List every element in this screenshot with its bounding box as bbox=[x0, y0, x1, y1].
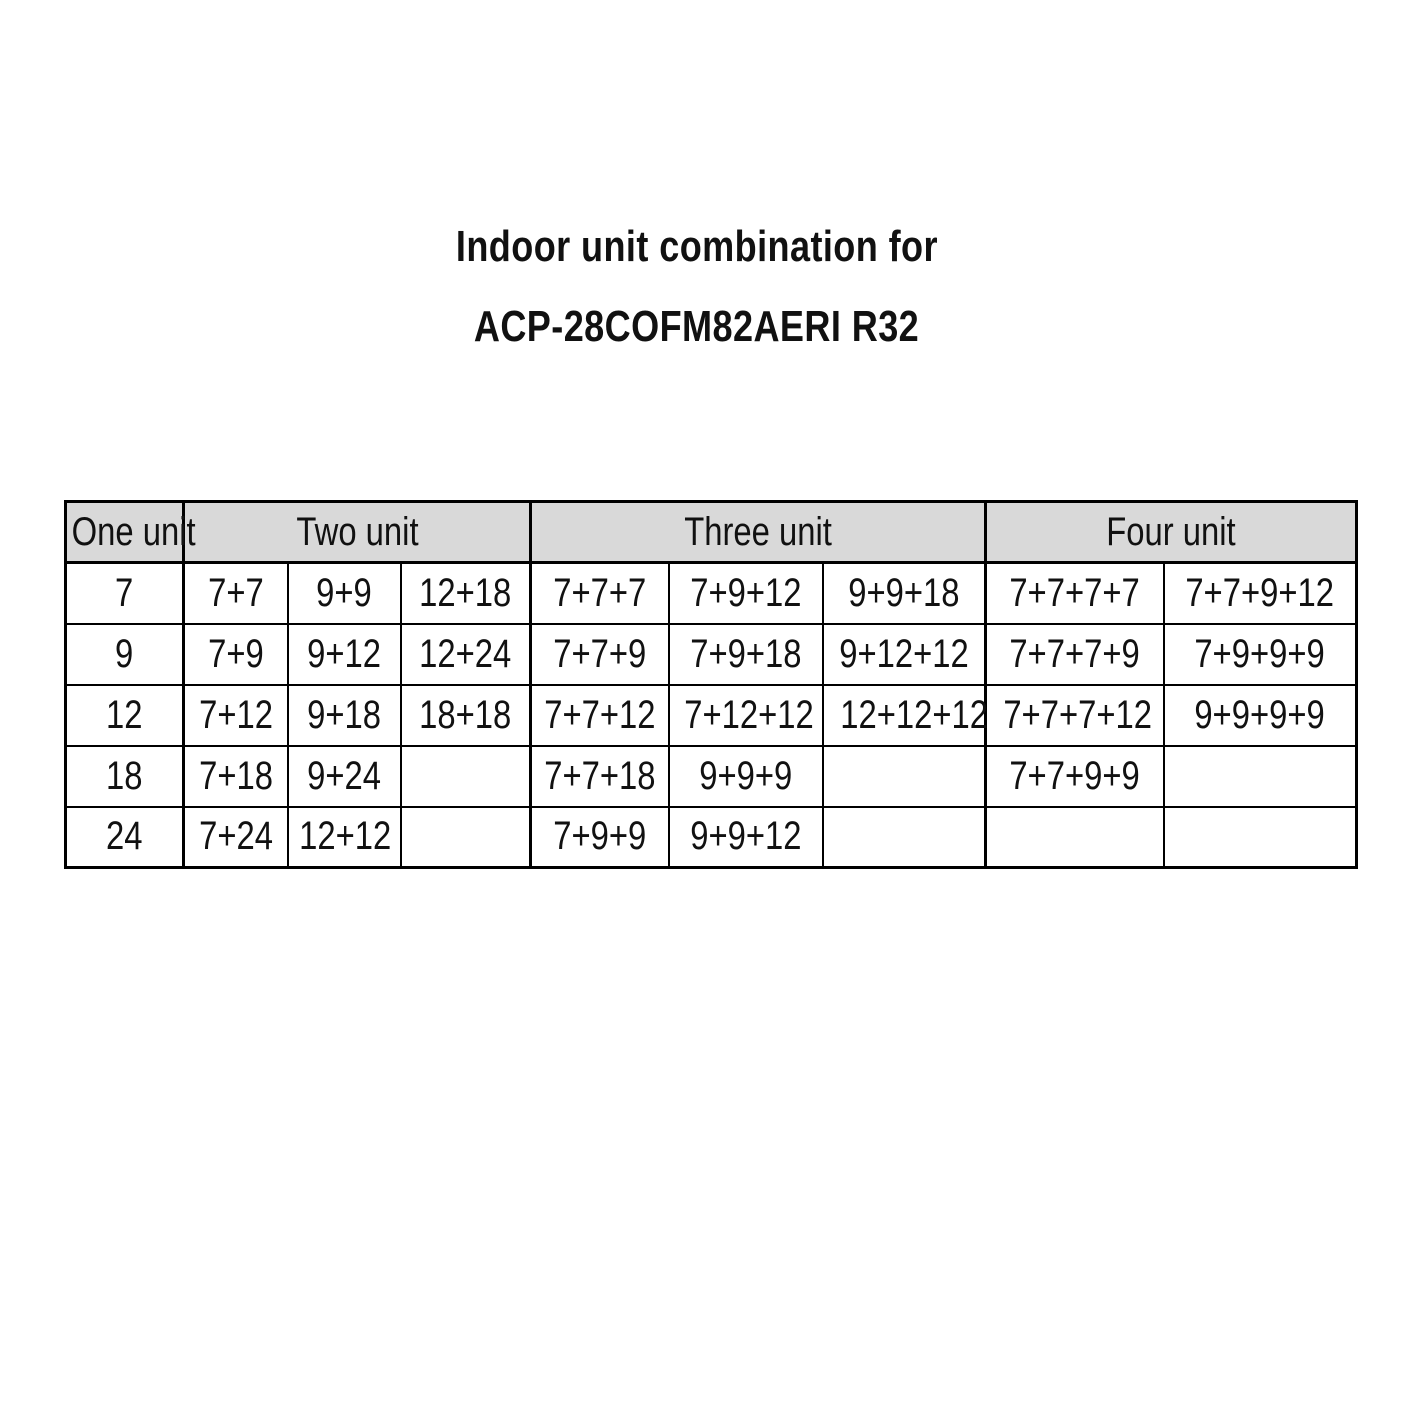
table-cell bbox=[288, 746, 401, 807]
header-text: Three unit bbox=[684, 509, 832, 554]
table-cell bbox=[531, 746, 669, 807]
cell-text: 9+9+18 bbox=[848, 570, 960, 615]
cell-text: 12+18 bbox=[419, 570, 512, 615]
table-cell bbox=[823, 563, 986, 624]
cell-text: 7+7+12 bbox=[544, 692, 656, 737]
cell-text: 7+18 bbox=[198, 753, 273, 798]
table-cell bbox=[531, 563, 669, 624]
table-cell bbox=[1164, 685, 1357, 746]
cell-text: 7+7+7+12 bbox=[1003, 692, 1153, 737]
table-cell bbox=[66, 746, 184, 807]
cell-text: 18+18 bbox=[419, 692, 512, 737]
header-two-unit bbox=[184, 502, 531, 563]
cell-text: 7+9+9 bbox=[553, 814, 647, 859]
cell-text: 7+24 bbox=[198, 814, 273, 859]
table-cell bbox=[184, 563, 288, 624]
table-row bbox=[66, 685, 1357, 746]
cell-text: 7+9+12 bbox=[689, 570, 802, 615]
cell-text: 7+12+12 bbox=[683, 692, 814, 737]
cell-text: 9 bbox=[115, 631, 134, 676]
table-cell bbox=[184, 685, 288, 746]
table-row bbox=[66, 807, 1357, 868]
table-cell bbox=[823, 807, 986, 868]
table-row bbox=[66, 746, 1357, 807]
table-cell bbox=[986, 746, 1164, 807]
table-cell bbox=[669, 563, 823, 624]
table-cell bbox=[1164, 563, 1357, 624]
table-cell bbox=[1164, 746, 1357, 807]
cell-text: 9+9 bbox=[316, 570, 372, 615]
cell-text: 9+24 bbox=[307, 753, 381, 798]
indoor-unit-combination-table bbox=[64, 500, 1358, 869]
table-cell bbox=[669, 624, 823, 685]
cell-text: 7+7+7 bbox=[553, 570, 647, 615]
table-cell bbox=[401, 807, 531, 868]
cell-text: 18 bbox=[106, 753, 143, 798]
table-cell bbox=[669, 746, 823, 807]
cell-text: 7+12 bbox=[198, 692, 273, 737]
cell-text: 12+12+12 bbox=[839, 692, 988, 737]
document-title-line2 bbox=[0, 302, 1393, 352]
cell-text: 9+12 bbox=[307, 631, 381, 676]
cell-text: 7 bbox=[115, 570, 134, 615]
cell-text: 9+9+9 bbox=[698, 753, 793, 798]
table-cell bbox=[531, 685, 669, 746]
table-cell bbox=[986, 624, 1164, 685]
cell-text: 9+9+12 bbox=[689, 814, 802, 859]
table-cell bbox=[669, 807, 823, 868]
table-cell bbox=[184, 807, 288, 868]
header-text: One unit bbox=[71, 509, 196, 554]
cell-text: 9+9+9+9 bbox=[1194, 692, 1325, 737]
table-cell bbox=[669, 685, 823, 746]
cell-text: 7+7+9+12 bbox=[1185, 570, 1335, 615]
table-cell bbox=[401, 624, 531, 685]
cell-text: 12+24 bbox=[419, 631, 512, 676]
cell-text: 7+7+7+7 bbox=[1009, 570, 1140, 615]
table-cell bbox=[986, 807, 1164, 868]
header-text: Four unit bbox=[1106, 509, 1236, 554]
cell-text: 7+7+7+9 bbox=[1009, 631, 1140, 676]
cell-text: 7+7 bbox=[207, 570, 264, 615]
cell-text: 7+7+9 bbox=[553, 631, 647, 676]
cell-text: 7+9+18 bbox=[689, 631, 802, 676]
header-three-unit bbox=[531, 502, 986, 563]
table-cell bbox=[66, 685, 184, 746]
cell-text: 9+18 bbox=[307, 692, 381, 737]
table-cell bbox=[986, 685, 1164, 746]
table-cell bbox=[401, 685, 531, 746]
table-cell bbox=[823, 685, 986, 746]
cell-text: 12+12 bbox=[298, 814, 391, 859]
table-cell bbox=[531, 807, 669, 868]
table-cell bbox=[401, 746, 531, 807]
table-cell bbox=[288, 624, 401, 685]
cell-text: 7+9+9+9 bbox=[1194, 631, 1325, 676]
table-cell bbox=[66, 563, 184, 624]
table-cell bbox=[66, 624, 184, 685]
header-text: Two unit bbox=[295, 509, 419, 554]
table-cell bbox=[66, 807, 184, 868]
header-four-unit bbox=[986, 502, 1357, 563]
model-number-text: ACP-28COFM82AERI R32 bbox=[473, 302, 920, 351]
title-text: Indoor unit combination for bbox=[455, 222, 938, 271]
header-row bbox=[66, 502, 1357, 563]
table-cell bbox=[184, 624, 288, 685]
table-cell bbox=[1164, 624, 1357, 685]
table-cell bbox=[288, 807, 401, 868]
cell-text: 7+7+18 bbox=[544, 753, 656, 798]
table-cell bbox=[823, 624, 986, 685]
cell-text: 12 bbox=[106, 692, 143, 737]
table-cell bbox=[1164, 807, 1357, 868]
header-one-unit bbox=[66, 502, 196, 563]
table-cell bbox=[531, 624, 669, 685]
table-cell bbox=[823, 746, 986, 807]
table-cell bbox=[288, 563, 401, 624]
cell-text: 9+12+12 bbox=[838, 631, 969, 676]
table-row bbox=[66, 624, 1357, 685]
table-row bbox=[66, 563, 1357, 624]
table-cell bbox=[288, 685, 401, 746]
cell-text: 7+7+9+9 bbox=[1009, 753, 1140, 798]
document-title-line1 bbox=[0, 222, 1393, 272]
table-cell bbox=[401, 563, 531, 624]
cell-text: 7+9 bbox=[207, 631, 264, 676]
cell-text: 24 bbox=[106, 814, 143, 859]
table-cell bbox=[184, 746, 288, 807]
table-cell bbox=[986, 563, 1164, 624]
